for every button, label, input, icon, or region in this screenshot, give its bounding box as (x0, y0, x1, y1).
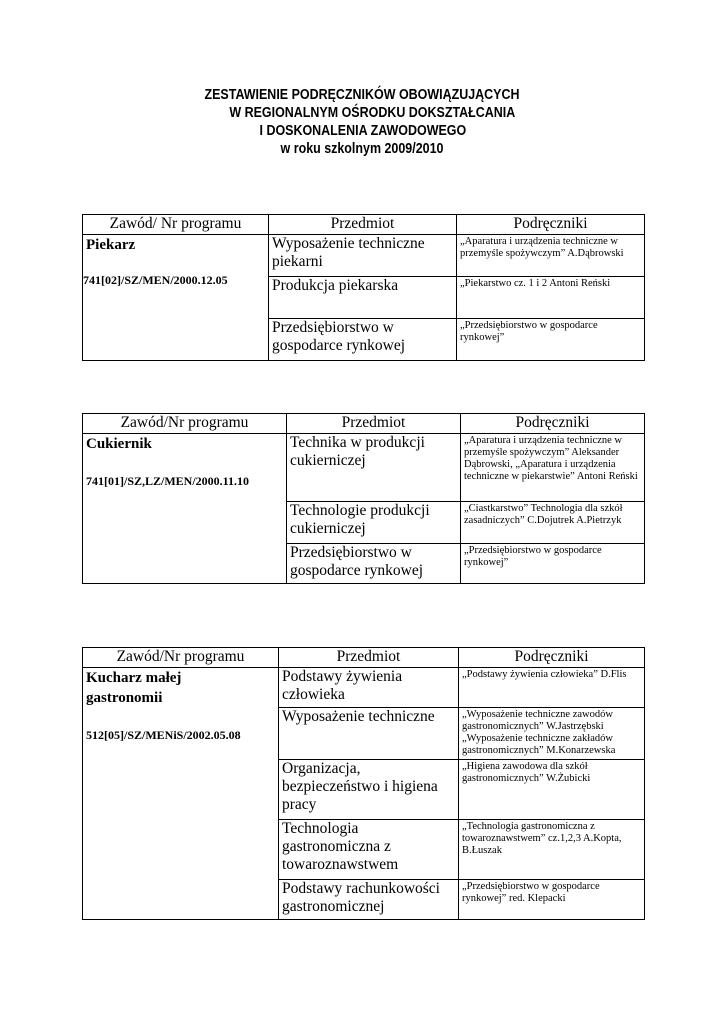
books-cell: „Technologia gastronomiczna z towaroznawstwem” cz.1,2,3 A.Kopta, B.Łuszak (459, 820, 645, 880)
subject-cell: Przedsiębiorstwo w gospodarce rynkowej (287, 544, 461, 584)
books-cell: „Podstawy żywienia człowieka” D.Flis (459, 668, 645, 708)
program-code: 741[01]/SZ,LZ/MEN/2000.11.10 (86, 474, 250, 488)
header-books: Podręczniki (461, 414, 645, 434)
books-cell: „Piekarstwo cz. 1 i 2 Antoni Reński (457, 277, 645, 319)
table-header-row (83, 648, 645, 668)
profession-name: Kucharz małej gastronomii (86, 670, 182, 706)
table-header-row (83, 215, 645, 235)
subject-cell: Technologie produkcji cukierniczej (287, 502, 461, 544)
table-row (83, 235, 645, 277)
header-subject: Przedmiot (279, 648, 459, 668)
program-code: 741[02]/SZ/MEN/2000.12.05 (83, 273, 228, 287)
title-line-4: w roku szkolnym 2009/2010 (280, 141, 444, 157)
books-cell: „Przedsiębiorstwo w gospodarce rynkowej” red. Klepacki (459, 880, 645, 920)
header-subject: Przedmiot (287, 414, 461, 434)
header-profession: Zawód/ Nr programu (83, 215, 269, 235)
table-header-row (83, 414, 645, 434)
header-books: Podręczniki (459, 648, 645, 668)
subject-cell: Organizacja, bezpieczeństwo i higiena pracy (279, 760, 459, 820)
books-cell: „Przedsiębiorstwo w gospodarce rynkowej” (461, 544, 645, 584)
table-cukiernik (82, 413, 645, 584)
header-subject: Przedmiot (269, 215, 457, 235)
subject-cell: Technika w produkcji cukierniczej (287, 434, 461, 502)
books-cell: „Higiena zawodowa dla szkół gastronomicznych” W.Żubicki (459, 760, 645, 820)
subject-cell: Podstawy rachunkowości gastronomicznej (279, 880, 459, 920)
profession-cell (83, 235, 269, 361)
table-row (83, 434, 645, 502)
books-cell: „Aparatura i urządzenia techniczne w przemyśle spożywczym” A.Dąbrowski (457, 235, 645, 277)
table-kucharz (82, 647, 645, 920)
books-cell: „Ciastkarstwo” Technologia dla szkół zasadniczych” C.Dojutrek A.Pietrzyk (461, 502, 645, 544)
title-line-3: I DOSKONALENIA ZAWODOWEGO (259, 123, 467, 139)
table-piekarz (82, 214, 645, 361)
subject-cell: Produkcja piekarska (269, 277, 457, 319)
subject-cell: Przedsiębiorstwo w gospodarce rynkowej (269, 319, 457, 361)
subject-cell: Podstawy żywienia człowieka (279, 668, 459, 708)
books-cell: „Aparatura i urządzenia techniczne w przemyśle spożywczym” Aleksander Dąbrowski, „Aparatura i urządzenia techniczne w piekarstwie” Antoni Reński (461, 434, 645, 502)
subject-cell: Technologia gastronomiczna z towaroznawstwem (279, 820, 459, 880)
subject-cell: Wyposażenie techniczne (279, 708, 459, 760)
profession-cell (83, 434, 287, 584)
profession-cell (83, 668, 279, 920)
program-code: 512[05]/SZ/MENiS/2002.05.08 (86, 728, 241, 742)
header-profession: Zawód/Nr programu (83, 414, 287, 434)
books-cell: „Wyposażenie techniczne zawodów gastronomicznych” W.Jastrzębski „Wyposażenie techniczne zakładów gastronomicznych” M.Konarzewska (459, 708, 645, 760)
subject-cell: Wyposażenie techniczne piekarni (269, 235, 457, 277)
header-books: Podręczniki (457, 215, 645, 235)
header-profession: Zawód/Nr programu (83, 648, 279, 668)
document-title (51, 86, 674, 158)
profession-name: Piekarz (86, 237, 136, 253)
table-row (83, 668, 645, 708)
title-line-1: ZESTAWIENIE PODRĘCZNIKÓW OBOWIĄZUJĄCYCH (204, 87, 520, 103)
books-cell: „Przedsiębiorstwo w gospodarce rynkowej” (457, 319, 645, 361)
title-line-2: W REGIONALNYM OŚRODKU DOKSZTAŁCANIA (229, 105, 516, 121)
profession-name: Cukiernik (86, 436, 152, 452)
